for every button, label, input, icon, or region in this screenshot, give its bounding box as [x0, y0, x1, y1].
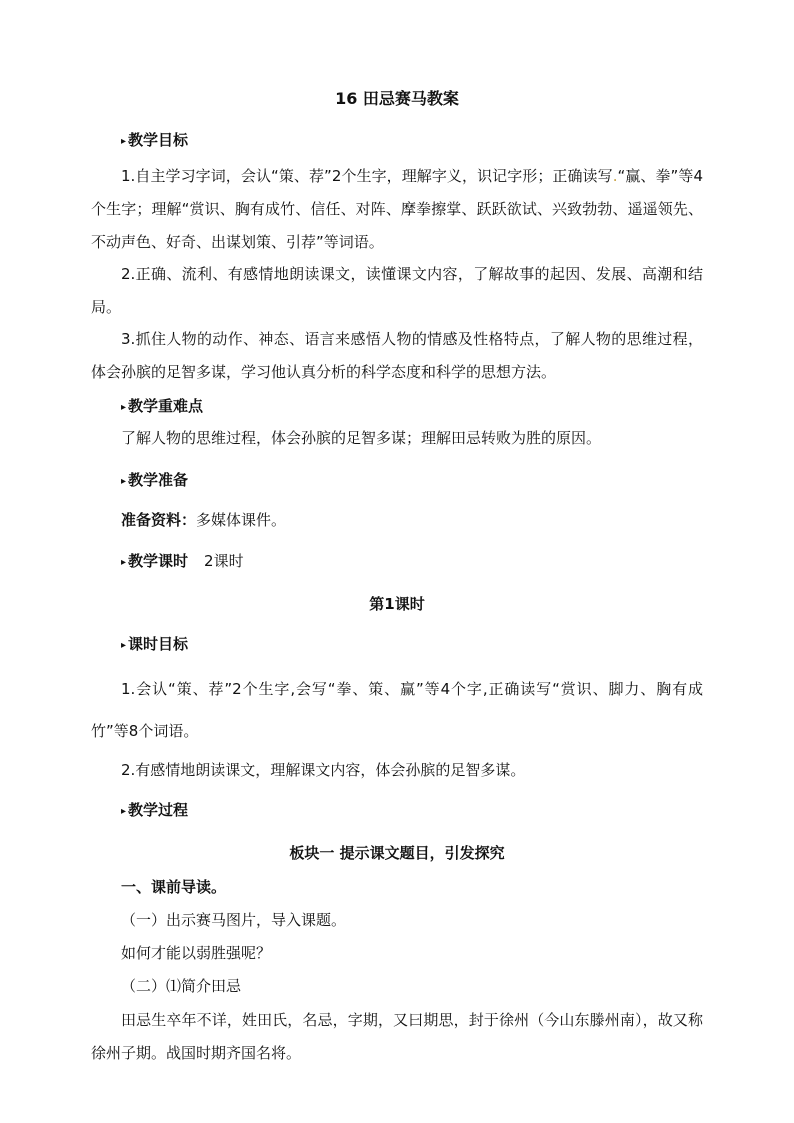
section-heading-preparation [121, 470, 188, 493]
section-heading-label: 教学目标 [128, 131, 189, 149]
sub-step-2: （二）⑴简介田忌 [121, 977, 242, 995]
section-heading-lesson-goals [121, 634, 188, 657]
goal-paragraph-1 [91, 160, 703, 259]
document-title: 16 田忌赛马教案 [335, 89, 459, 108]
bullet-arrow-icon: ▸ [121, 557, 127, 568]
goal-1-mark: . [612, 167, 618, 185]
guiding-question: 如何才能以弱胜强呢？ [121, 944, 272, 962]
lesson-1-heading: 第1课时 [369, 595, 425, 613]
bullet-arrow-icon: ▸ [121, 806, 127, 817]
section-heading-label: 课时目标 [128, 635, 189, 653]
bullet-arrow-icon: ▸ [121, 402, 127, 413]
key-points-text: 了解人物的思维过程，体会孙膑的足智多谋；理解田忌转败为胜的原因。 [121, 429, 602, 447]
section-heading-teaching-goals [121, 130, 188, 153]
goal-paragraph-3: 3.抓住人物的动作、神态、语言来感悟人物的情感及性格特点，了解人物的思维过程，体会孙膑的足智多谋，学习他认真分析的科学态度和科学的思想方法。 [91, 330, 703, 381]
section-heading-label: 教学重难点 [128, 397, 204, 415]
section-heading-label: 教学准备 [128, 471, 189, 489]
goal-1-text-a: 1.自主学习字词，会认“策、荐”2个生字，理解字义，识记字形；正确读写 [121, 167, 613, 185]
preparation-label: 准备资料： [121, 511, 197, 529]
bullet-arrow-icon: ▸ [121, 476, 127, 487]
goal-1-text-b: “赢、拳”等4个生字；理解“赏识、胸有成竹、信任、对阵、摩拳擦掌、跃跃欲试、兴致勃勃、遥遥领先、不动声色、好奇、出谋划策、引荐”等词语。 [91, 167, 703, 251]
tianji-introduction: 田忌生卒年不详，姓田氏，名忌，字期，又曰期思，封于徐州（今山东滕州南），故又称徐州子期。战国时期齐国名将。 [91, 1011, 703, 1062]
lesson-goal-paragraph-1: 1.会认“策、荐”2个生字,会写“拳、策、赢”等4个字,正确读写“赏识、脚力、胸有成竹”等8个词语。 [91, 680, 703, 740]
preparation-line [121, 510, 286, 530]
block-1-heading: 板块一 提示课文题目，引发探究 [289, 844, 505, 862]
section-heading-teaching-process [121, 800, 188, 823]
goal-paragraph-2: 2.正确、流利、有感情地朗读课文，读懂课文内容，了解故事的起因、发展、高潮和结局。 [91, 265, 703, 316]
sub-step-1: （一）出示赛马图片，导入课题。 [121, 911, 347, 929]
section-heading-lesson-hours [121, 551, 244, 574]
preparation-text: 多媒体课件。 [196, 511, 287, 529]
step-1-heading: 一、课前导读。 [121, 878, 227, 896]
lesson-hours-value: 2课时 [204, 552, 244, 570]
section-heading-label: 教学过程 [128, 801, 189, 819]
section-heading-key-points [121, 396, 203, 419]
section-heading-label: 教学课时 [128, 552, 189, 570]
lesson-goal-paragraph-2: 2.有感情地朗读课文，理解课文内容，体会孙膑的足智多谋。 [121, 761, 526, 779]
bullet-arrow-icon: ▸ [121, 136, 127, 147]
bullet-arrow-icon: ▸ [121, 640, 127, 651]
